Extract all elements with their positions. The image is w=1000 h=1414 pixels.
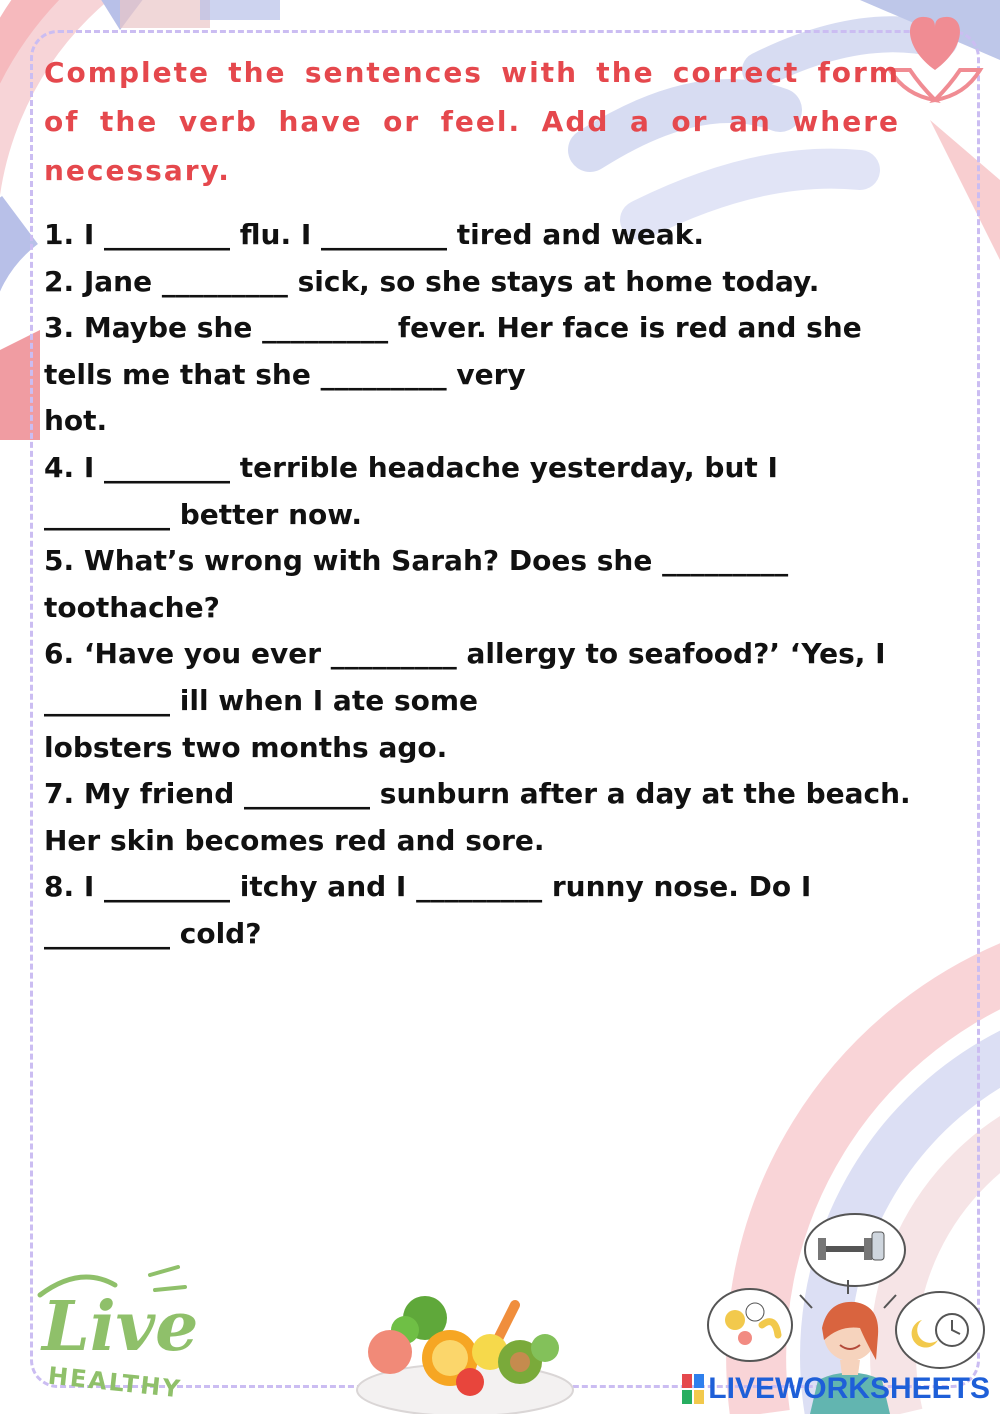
liveworksheets-logo-icon: [682, 1374, 704, 1404]
question-4: [44, 445, 974, 538]
question-line: 1. I _________ flu. I _________ tired and weak.: [44, 218, 704, 251]
liveworksheets-brand: [682, 1372, 990, 1406]
question-line: 5. What’s wrong with Sarah? Does she _________: [44, 544, 789, 578]
question-line: 3. Maybe she _________ fever. Her face is red and she: [44, 311, 862, 345]
question-line: _________ ill when I ate some: [44, 683, 479, 717]
salad-bowl-icon: [350, 1290, 580, 1414]
question-line: 7. My friend _________ sunburn after a day at the beach.: [44, 777, 911, 811]
question-line: 4. I _________ terrible headache yesterday, but I: [44, 450, 778, 484]
question-7: [44, 771, 974, 864]
brand-name: LIVEWORKSHEETS: [708, 1372, 990, 1405]
question-2: [44, 259, 974, 306]
question-6: [44, 631, 974, 771]
question-line: 8. I _________ itchy and I _________ runny nose. Do I: [44, 870, 812, 904]
question-line: toothache?: [44, 590, 220, 624]
dumbbell-bubble-icon: [805, 1214, 905, 1286]
logo-top-text: Live: [42, 1287, 199, 1367]
question-line: _________ cold?: [44, 916, 262, 950]
question-line: hot.: [44, 404, 108, 438]
question-line: 6. ‘Have you ever _________ allergy to seafood?’ ‘Yes, I: [44, 637, 886, 671]
question-8: [44, 864, 974, 957]
question-line: 2. Jane _________ sick, so she stays at home today.: [44, 264, 820, 298]
question-list: [44, 212, 974, 958]
clock-bubble-icon: [896, 1292, 984, 1368]
question-5: [44, 538, 974, 631]
logo-bottom-text: HEALTHY: [46, 1361, 184, 1404]
question-line: Her skin becomes red and sore.: [44, 823, 545, 857]
question-line: lobsters two months ago.: [44, 730, 448, 764]
live-healthy-logo: [20, 1255, 200, 1405]
fruit-bubble-icon: [708, 1289, 792, 1361]
question-1: [44, 212, 974, 259]
question-3: [44, 305, 974, 445]
question-line: _________ better now.: [44, 497, 362, 531]
instructions: Complete the sentences with the correct form of the verb have or feel. Add a or an where necessary.: [44, 56, 900, 187]
question-line: tells me that she _________ very: [44, 357, 526, 391]
